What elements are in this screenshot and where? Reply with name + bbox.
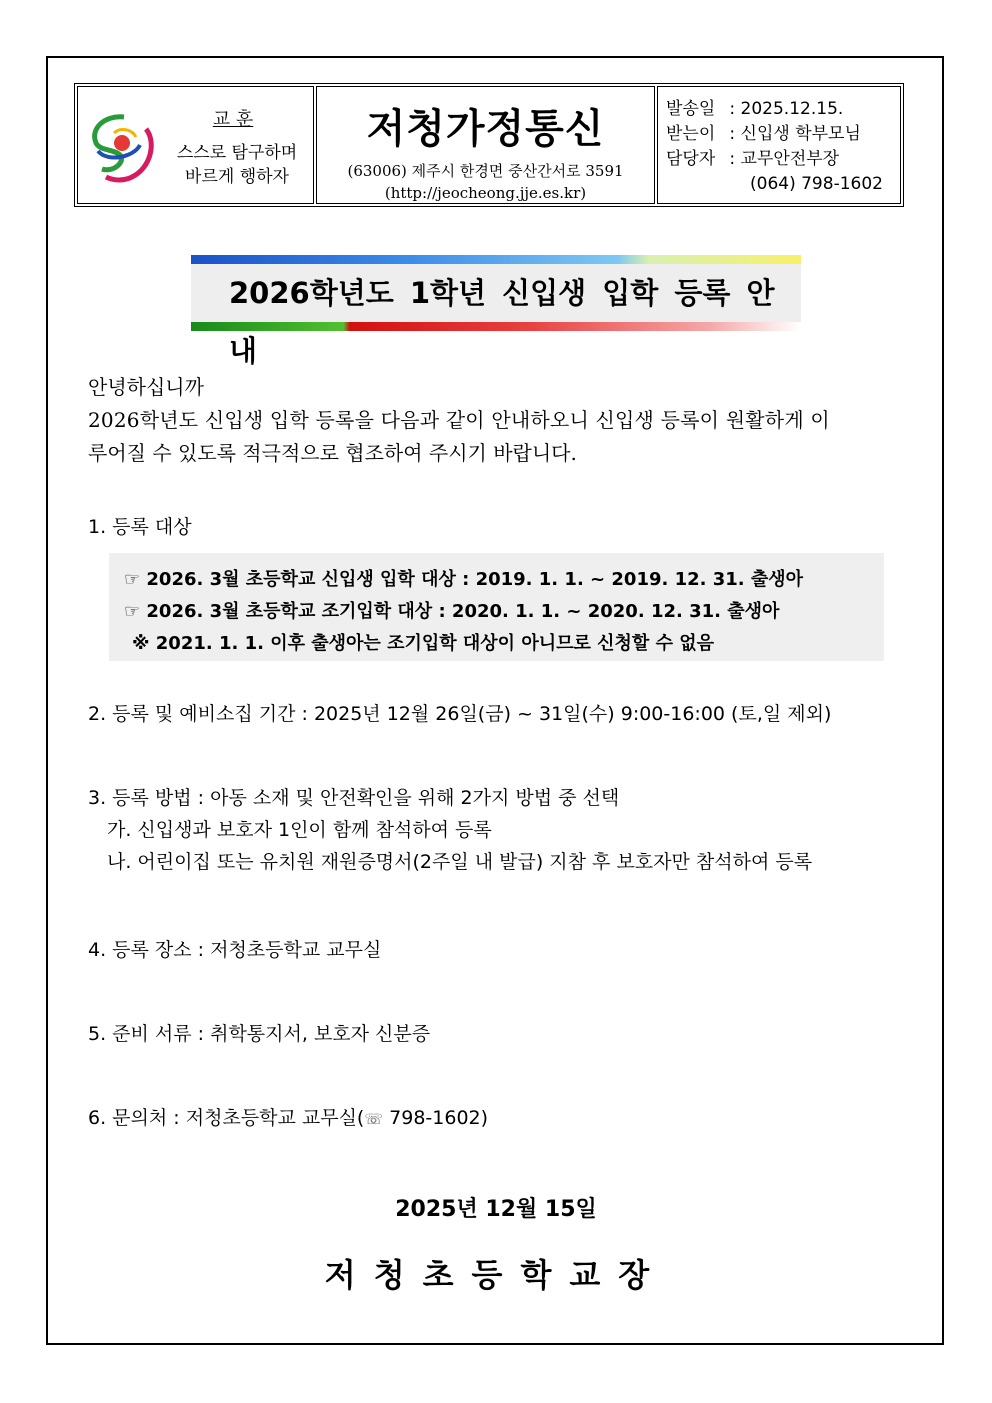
newsletter-header xyxy=(74,83,904,207)
title-cell xyxy=(316,86,655,204)
school-logo xyxy=(84,111,162,187)
banner-bottom-stripe xyxy=(191,322,801,331)
contact-row: 담당자 : 교무안전부장 xyxy=(666,149,840,169)
section-4-place: 4. 등록 장소 : 저청초등학교 교무실 xyxy=(88,939,382,961)
intro-line-1: 2026학년도 신입생 입학 등록을 다음과 같이 안내하오니 신입생 등록이 원활하게 이 xyxy=(88,408,830,432)
document-title: 2026학년도 1학년 신입생 입학 등록 안내 xyxy=(191,264,801,322)
banner-top-stripe xyxy=(191,255,801,264)
motto-line-2: 바르게 행하자 xyxy=(185,167,289,187)
phone-icon: ☏ xyxy=(364,1110,384,1128)
contact-phone: (064) 798-1602 xyxy=(750,174,883,194)
eligibility-note: ※ 2021. 1. 1. 이후 출생아는 조기입학 대상이 아니므로 신청할 수 없음 xyxy=(132,633,715,654)
school-address: (63006) 제주시 한경면 중산간서로 3591 xyxy=(347,162,624,180)
issue-date: 2025년 12월 15일 xyxy=(395,1197,597,1222)
section-3-title: 3. 등록 방법 : 아동 소재 및 안전확인을 위해 2가지 방법 중 선택 xyxy=(88,787,620,809)
principal-signature: 저청초등학교장 xyxy=(324,1256,668,1294)
send-date: 2025.12.15. xyxy=(740,99,844,119)
motto-title: 교 훈 xyxy=(212,109,254,130)
section-1-title: 1. 등록 대상 xyxy=(88,516,192,538)
school-url[interactable]: (http://jeocheong.jje.es.kr) xyxy=(384,184,587,202)
section-5-documents: 5. 준비 서류 : 취학통지서, 보호자 신분증 xyxy=(88,1023,431,1045)
eligibility-early: ☞ 2026. 3월 초등학교 조기입학 대상 : 2020. 1. 1. ~ 2020. 12. 31. 출생아 xyxy=(124,601,780,622)
title-banner xyxy=(191,255,801,368)
send-date-row: 발송일 : 2025.12.15. xyxy=(666,99,844,119)
motto-cell xyxy=(77,86,314,204)
greeting: 안녕하십니까 xyxy=(88,375,204,399)
recipient: 신입생 학부모님 xyxy=(740,124,861,144)
send-info-cell xyxy=(657,86,901,204)
recipient-row: 받는이 : 신입생 학부모님 xyxy=(666,124,861,144)
section-2-period: 2. 등록 및 예비소집 기간 : 2025년 12월 26일(금) ~ 31일(수) 9:00-16:00 (토,일 제외) xyxy=(88,703,832,725)
intro-line-2: 루어질 수 있도록 적극적으로 협조하여 주시기 바랍니다. xyxy=(88,441,577,465)
section-3-option-a: 가. 신입생과 보호자 1인이 함께 참석하여 등록 xyxy=(107,819,492,841)
newsletter-title: 저청가정통신 xyxy=(366,105,605,152)
eligibility-regular: ☞ 2026. 3월 초등학교 신입생 입학 대상 : 2019. 1. 1. ~ 2019. 12. 31. 출생아 xyxy=(124,569,804,590)
contact: 교무안전부장 xyxy=(740,149,840,169)
school-motto xyxy=(162,141,312,189)
motto-line-1: 스스로 탐구하며 xyxy=(176,143,298,163)
section-6-contact: 6. 문의처 : 저청초등학교 교무실(☏ 798-1602) xyxy=(88,1107,489,1129)
section-3-option-b: 나. 어린이집 또는 유치원 재원증명서(2주일 내 발급) 지참 후 보호자만 참석하여 등록 xyxy=(107,851,813,873)
